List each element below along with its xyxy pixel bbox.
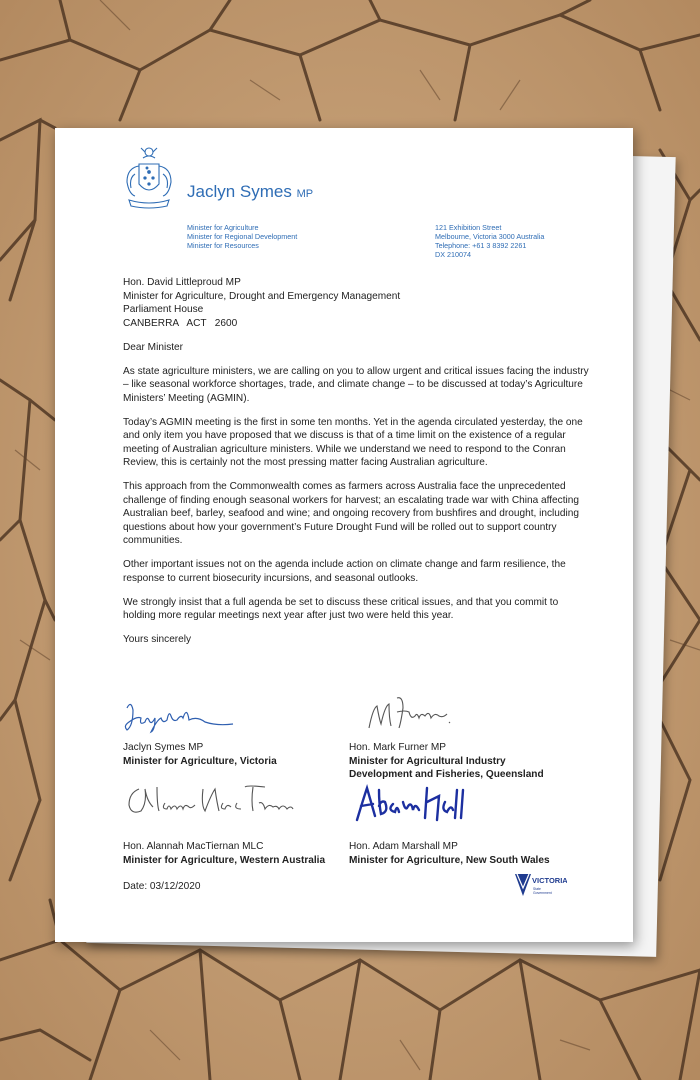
- signatory-title: Minister for Agriculture, New South Wales: [349, 854, 550, 866]
- signatory-title: Minister for Agriculture, Western Australia: [123, 854, 326, 866]
- letter-date: Date: 03/12/2020: [123, 881, 201, 892]
- recipient-block: [123, 276, 593, 330]
- address-line: Melbourne, Victoria 3000 Australia: [435, 232, 545, 241]
- letterhead-name: [187, 182, 313, 202]
- furner-signature-block: [349, 741, 544, 782]
- role-line: Minister for Agriculture: [187, 223, 259, 232]
- mactiernan-signature-block: [123, 840, 325, 867]
- letter-page: [55, 128, 633, 942]
- logo-word: VICTORIA: [532, 876, 567, 885]
- victoria-logo-icon: [513, 872, 567, 902]
- address-line: 121 Exhibition Street: [435, 223, 502, 232]
- mactiernan-signature: [125, 781, 295, 821]
- letterhead-post-nominal: MP: [296, 188, 314, 200]
- marshall-signature-block: [349, 840, 550, 867]
- signatory-title: Minister for Agricultural Industry: [349, 755, 506, 767]
- recipient-line: Parliament House: [123, 304, 204, 315]
- paragraph: Today’s AGMIN meeting is the first in some ten months. Yet in the agenda circulated yesterday, the one and only item you have proposed that we discuss is that of a time limit on the existence of a regular meeting of Australian agriculture ministers. While we understand we need to respond to the Conran Review, this is certainly not the most pressing matter facing Australian agriculture.: [123, 416, 583, 468]
- recipient-line: Minister for Agriculture, Drought and Emergency Management: [123, 290, 401, 302]
- salutation: Dear Minister: [123, 341, 184, 353]
- closing: Yours sincerely: [123, 634, 192, 645]
- letter-body: [123, 276, 593, 657]
- letterhead-roles: [187, 223, 297, 250]
- signatory-name: Hon. Mark Furner MP: [349, 742, 447, 753]
- furner-signature: [363, 688, 463, 738]
- symes-signature: [121, 696, 236, 736]
- paragraph: Other important issues not on the agenda include action on climate change and farm resilience, the response to current biosecurity incursions, and seasonal outlooks.: [123, 559, 566, 584]
- signatory-name: Hon. Adam Marshall MP: [349, 841, 458, 852]
- victoria-state-government-logo: [513, 872, 567, 902]
- logo-sub: Government: [533, 891, 552, 895]
- recipient-line: Hon. David Littleproud MP: [123, 277, 241, 288]
- paragraph: As state agriculture ministers, we are calling on you to allow urgent and critical issues facing the industry – like seasonal workforce shortages, trade, and climate change – to be discussed at today’s Agriculture Ministers’ Meeting (AGMIN).: [123, 365, 589, 404]
- letterhead-name-text: Jaclyn Symes: [187, 182, 292, 201]
- symes-signature-block: [123, 741, 277, 768]
- signatory-title: Minister for Agriculture, Victoria: [123, 755, 277, 767]
- letterhead-address: [435, 223, 544, 259]
- signatory-name: Jaclyn Symes MP: [123, 742, 204, 753]
- logo-sub: State: [533, 887, 541, 891]
- paragraph: We strongly insist that a full agenda be set to discuss these critical issues, and that you commit to holding more regular meetings next year after just two were held this year.: [123, 596, 559, 621]
- address-line: Telephone: +61 3 8392 2261: [435, 241, 527, 250]
- signatory-title: Development and Fisheries, Queensland: [349, 769, 544, 780]
- signatory-name: Hon. Alannah MacTiernan MLC: [123, 841, 264, 852]
- recipient-line: CANBERRA ACT 2600: [123, 317, 238, 329]
- role-line: Minister for Regional Development: [187, 232, 298, 241]
- paragraph: This approach from the Commonwealth comes as farmers across Australia face the unprecedented challenge of finding enough seasonal workers for harvest; an escalating trade war with China affecting Australian beef, barley, seafood and wine; and ongoing recovery from bushfires and drought, including questions about how your government’s Future Drought Fund will be rolled out to support country communities.: [123, 481, 579, 546]
- role-line: Minister for Resources: [187, 241, 259, 250]
- coat-of-arms-icon: [121, 144, 177, 210]
- address-line: DX 210074: [435, 250, 471, 259]
- marshall-signature: [349, 780, 469, 826]
